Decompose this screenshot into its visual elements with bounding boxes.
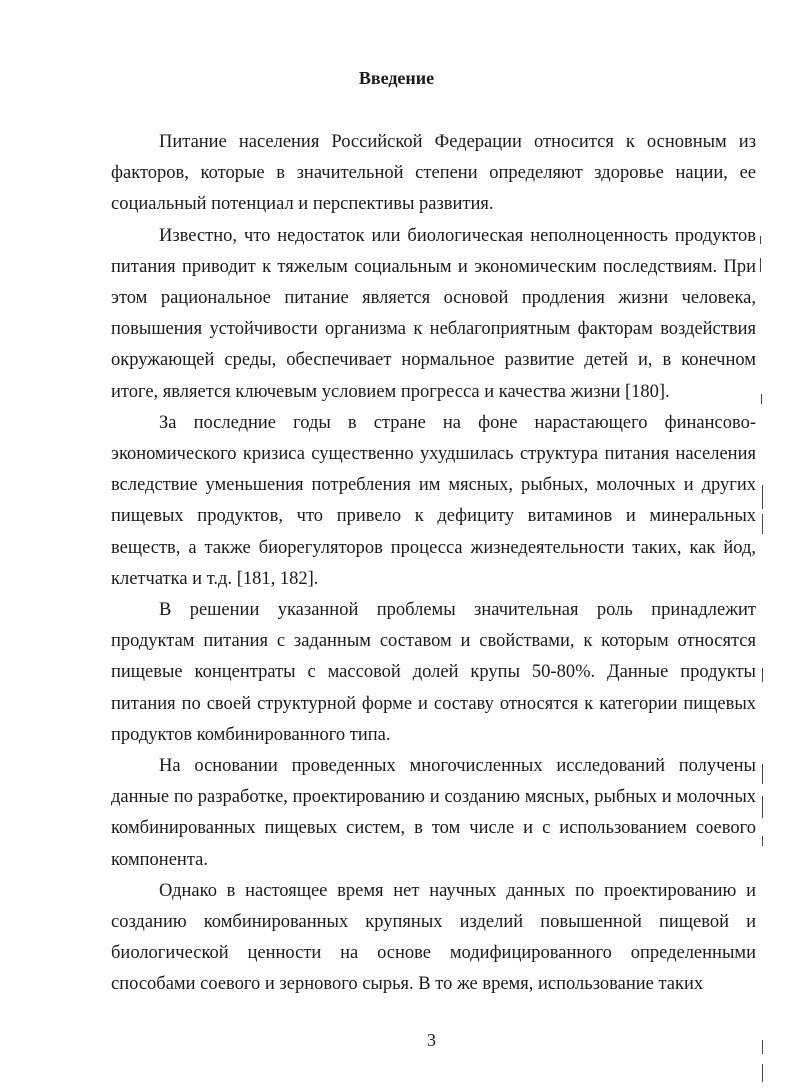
scan-artifact (762, 514, 763, 534)
scan-artifact (760, 236, 761, 244)
scan-artifact (762, 668, 763, 682)
scan-artifact (761, 394, 762, 404)
scan-artifact (762, 796, 763, 818)
scan-artifact (762, 764, 763, 784)
scan-artifact (762, 485, 763, 509)
scan-artifact (762, 1040, 763, 1054)
paragraph: Питание населения Российской Федерации относится к основным из факторов, которые в значительной степени определяют здоровье нации, ее социальный потенциал и перспективы развития. (111, 132, 756, 215)
document-body (111, 127, 756, 1001)
paragraph: Известно, что недостаток или биологическая неполноценность продуктов питания приводит к тяжелым социальным и экономическим последствиям. При этом рациональное питание является основой продления жизни человека, повышения устойчивости организма к неблагоприятным факторам воздействия окружающей среды, обеспечивает нормальное развитие детей и, в конечном итоге, является ключевым условием прогресса и качества жизни [180]. (111, 225, 756, 402)
page-title: Введение (358, 68, 435, 88)
scan-artifact (762, 836, 763, 846)
paragraph: Однако в настоящее время нет научных данных по проектированию и созданию комбинированных крупяных изделий повышенной пищевой и биологической ценности на основе модифицированного определенными способами соевого и зернового сырья. В то же время, использование таких (111, 880, 756, 995)
paragraph: За последние годы в стране на фоне нарастающего финансово-экономического кризиса существенно ухудшилась структура питания населения вследствие уменьшения потребления им мясных, рыбных, молочных и других пищевых продуктов, что привело к дефициту витаминов и минеральных веществ, а также биорегуляторов процесса жизнедеятельности таких, как йод, клетчатка и т.д. [181, 182]. (111, 412, 756, 589)
page-number: 3 (427, 1030, 436, 1050)
scan-artifact (762, 1064, 763, 1082)
scan-artifact (760, 258, 761, 272)
paragraph: На основании проведенных многочисленных исследований получены данные по разработке, проектированию и созданию мясных, рыбных и молочных комбинированных пищевых систем, в том числе и с использованием соевого компонента. (111, 756, 756, 870)
paragraph: В решении указанной проблемы значительная роль принадлежит продуктам питания с заданным составом и свойствами, к которым относятся пищевые концентраты с массовой долей крупы 50-80%. Данные продукты питания по своей структурной форме и составу относятся к категории пищевых продуктов комбинированного типа. (111, 600, 756, 745)
